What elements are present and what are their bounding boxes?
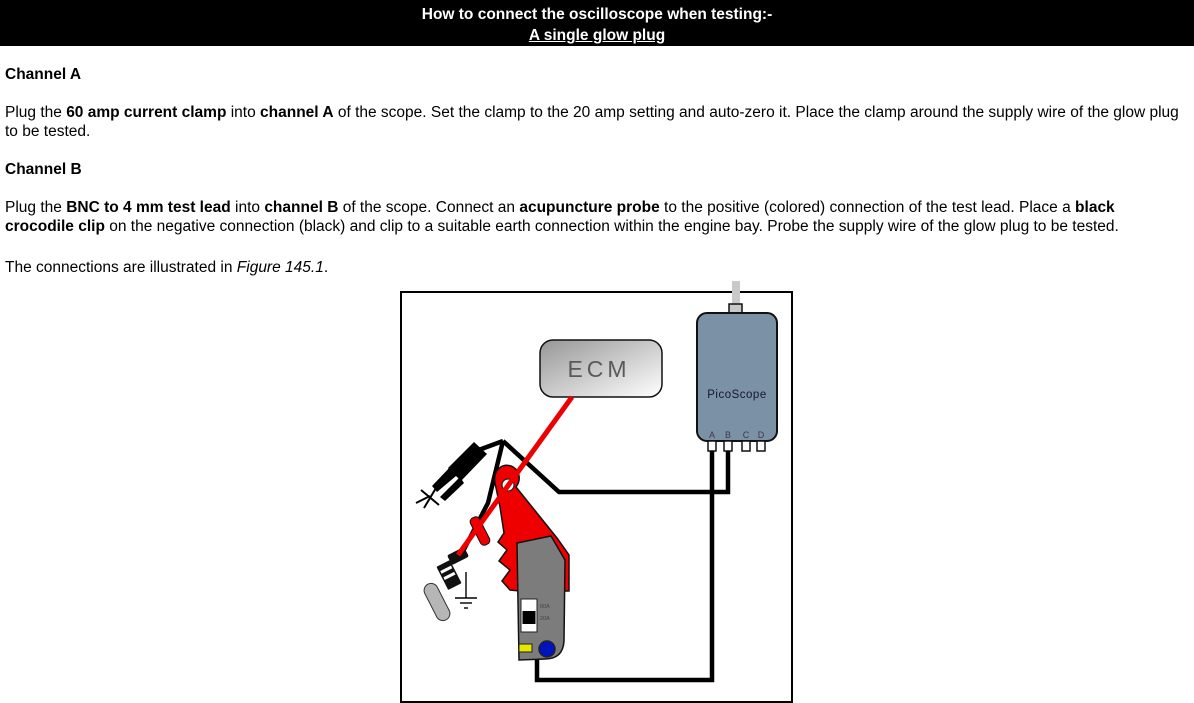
- socket-b: [724, 441, 732, 451]
- channel-b-heading: Channel B: [5, 161, 82, 179]
- clamp-led: [519, 644, 532, 652]
- channel-b-label: B: [724, 430, 732, 440]
- ecm-label: ECM: [567, 356, 631, 382]
- ecm-module: [540, 340, 662, 397]
- channel-a-heading: Channel A: [5, 66, 82, 83]
- channel-a-paragraph: Plug the 60 amp current clamp into channel A of the scope. Set the clamp to the 20 amp setting and auto-zero it. Place the clamp around the supply wire of the glow plug to be tested.: [5, 104, 1179, 140]
- channel-c-label: C: [742, 430, 750, 440]
- channel-a-label: A: [708, 430, 716, 440]
- scope-input-sockets: [708, 441, 765, 451]
- document-body: [0, 66, 1181, 278]
- socket-d: [757, 441, 765, 451]
- page-title-line2: A single glow plug: [528, 27, 666, 44]
- channel-b-paragraph: Plug the BNC to 4 mm test lead into channel B of the scope. Connect an acupuncture probe to the positive (colored) connection of the test lead. Place a black crocodile clip on the negative connection (black) and clip to a suitable earth connection within the engine bay. Probe the supply wire of the glow plug to be tested.: [5, 199, 1119, 236]
- title-banner: [0, 0, 1194, 46]
- bnc-probe-assembly: [422, 515, 492, 623]
- socket-c: [742, 441, 750, 451]
- page-title-line1: How to connect the oscilloscope when testing:-: [421, 6, 773, 23]
- channel-d-label: D: [757, 430, 765, 440]
- picoscope-label: PicoScope: [707, 389, 767, 401]
- current-clamp: [495, 465, 569, 660]
- earth-spark-icon: [416, 488, 439, 508]
- socket-a: [708, 441, 716, 451]
- figure-145-1: [400, 291, 793, 703]
- usb-connector-nub: [729, 304, 742, 313]
- range-switch-slider[interactable]: [523, 611, 536, 624]
- switch-20a-label: 20A: [540, 616, 550, 622]
- zero-button[interactable]: [539, 641, 555, 657]
- connection-diagram: [402, 293, 791, 701]
- picoscope-unit: [697, 304, 777, 441]
- clamp-body: [517, 536, 565, 660]
- crocodile-clip-icon: [432, 442, 487, 501]
- switch-60a-label: 60A: [540, 604, 550, 610]
- figure-reference-text: The connections are illustrated in Figure 145.1.: [5, 258, 329, 276]
